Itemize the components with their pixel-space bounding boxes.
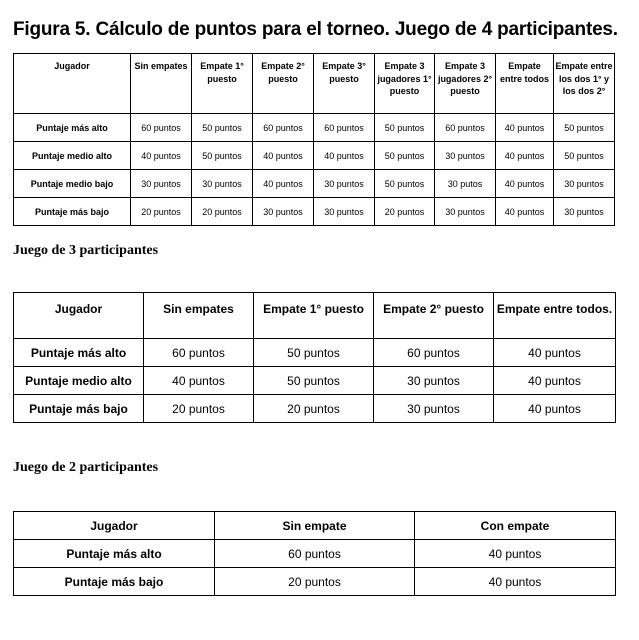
table-row (14, 142, 615, 170)
table-row (14, 114, 615, 142)
table-row (14, 367, 616, 395)
table-cell: 40 puntos (494, 395, 616, 423)
header-empate-3: Empate 3° puesto (314, 54, 375, 114)
table-row (14, 395, 616, 423)
table-cell: 20 puntos (144, 395, 254, 423)
table-cell: 30 puntos (314, 170, 375, 198)
table-cell: 40 puntos (253, 170, 314, 198)
header-empate-todos: Empate entre todos (496, 54, 554, 114)
header-con-empate: Con empate (415, 512, 616, 540)
header-empate-1: Empate 1° puesto (192, 54, 253, 114)
table-cell: 40 puntos (314, 142, 375, 170)
table-cell: 30 puntos (554, 198, 615, 226)
table-row (14, 170, 615, 198)
table-cell: 40 puntos (415, 540, 616, 568)
header-sin-empates: Sin empates (144, 293, 254, 339)
header-sin-empates: Sin empates (131, 54, 192, 114)
table-cell: 40 puntos (253, 142, 314, 170)
header-empate-2: Empate 2° puesto (253, 54, 314, 114)
table-2-participants (13, 511, 616, 596)
table-cell: 30 puntos (435, 198, 496, 226)
header-sin-empate: Sin empate (215, 512, 415, 540)
table-cell: 50 puntos (254, 367, 374, 395)
row-label: Puntaje más alto (14, 339, 144, 367)
header-jugador: Jugador (14, 293, 144, 339)
row-label: Puntaje medio bajo (14, 170, 131, 198)
header-jugador: Jugador (14, 54, 131, 114)
row-label: Puntaje más bajo (14, 568, 215, 596)
row-label: Puntaje más alto (14, 540, 215, 568)
table-cell: 20 puntos (192, 198, 253, 226)
table-cell: 40 puntos (496, 142, 554, 170)
table-cell: 20 puntos (215, 568, 415, 596)
row-label: Puntaje más bajo (14, 198, 131, 226)
table-row (14, 198, 615, 226)
table-cell: 20 puntos (254, 395, 374, 423)
row-label: Puntaje medio alto (14, 367, 144, 395)
table-cell: 60 puntos (374, 339, 494, 367)
table-header-row (14, 293, 616, 339)
table-cell: 60 puntos (314, 114, 375, 142)
table-cell: 40 puntos (415, 568, 616, 596)
row-label: Puntaje más bajo (14, 395, 144, 423)
table-cell: 60 puntos (215, 540, 415, 568)
table-cell: 40 puntos (496, 170, 554, 198)
table-4-participants (13, 53, 615, 226)
table-cell: 30 puntos (131, 170, 192, 198)
table-cell: 50 puntos (375, 142, 435, 170)
table-header-row (14, 54, 615, 114)
figure-title: Figura 5. Cálculo de puntos para el torneo. Juego de 4 participantes. (13, 19, 618, 40)
table-cell: 20 puntos (375, 198, 435, 226)
table-row (14, 568, 616, 596)
table-cell: 40 puntos (496, 198, 554, 226)
header-empate-3j-2: Empate 3 jugadores 2° puesto (435, 54, 496, 114)
table-cell: 30 puntos (253, 198, 314, 226)
table-cell: 50 puntos (554, 114, 615, 142)
table-cell: 50 puntos (192, 114, 253, 142)
table-cell: 50 puntos (254, 339, 374, 367)
table-row (14, 540, 616, 568)
table-3-participants (13, 292, 616, 423)
header-empate-todos: Empate entre todos. (494, 293, 616, 339)
table-cell: 60 puntos (253, 114, 314, 142)
heading-2-participants: Juego de 2 participantes (13, 460, 159, 475)
table-cell: 40 puntos (131, 142, 192, 170)
table-header-row (14, 512, 616, 540)
table-cell: 30 puntos (192, 170, 253, 198)
table-cell: 50 puntos (554, 142, 615, 170)
table-cell: 40 puntos (494, 367, 616, 395)
header-empate-1: Empate 1° puesto (254, 293, 374, 339)
table-cell: 50 puntos (375, 114, 435, 142)
header-empate-3j-1: Empate 3 jugadores 1° puesto (375, 54, 435, 114)
row-label: Puntaje medio alto (14, 142, 131, 170)
table-cell: 30 puntos (374, 395, 494, 423)
table-cell: 50 puntos (192, 142, 253, 170)
table-cell: 30 puntos (314, 198, 375, 226)
table-cell: 30 puntos (374, 367, 494, 395)
table-cell: 50 puntos (375, 170, 435, 198)
table-row (14, 339, 616, 367)
table-cell: 30 puntos (554, 170, 615, 198)
table-cell: 60 puntos (144, 339, 254, 367)
header-empate-2: Empate 2° puesto (374, 293, 494, 339)
table-cell: 40 puntos (494, 339, 616, 367)
table-cell: 40 puntos (496, 114, 554, 142)
table-cell: 60 puntos (131, 114, 192, 142)
table-cell: 20 puntos (131, 198, 192, 226)
row-label: Puntaje más alto (14, 114, 131, 142)
header-jugador: Jugador (14, 512, 215, 540)
table-cell: 60 puntos (435, 114, 496, 142)
heading-3-participants: Juego de 3 participantes (13, 243, 159, 258)
table-cell: 30 puntos (435, 142, 496, 170)
header-empate-dos: Empate entre los dos 1° y los dos 2° (554, 54, 615, 114)
table-cell: 40 puntos (144, 367, 254, 395)
table-cell: 30 putos (435, 170, 496, 198)
